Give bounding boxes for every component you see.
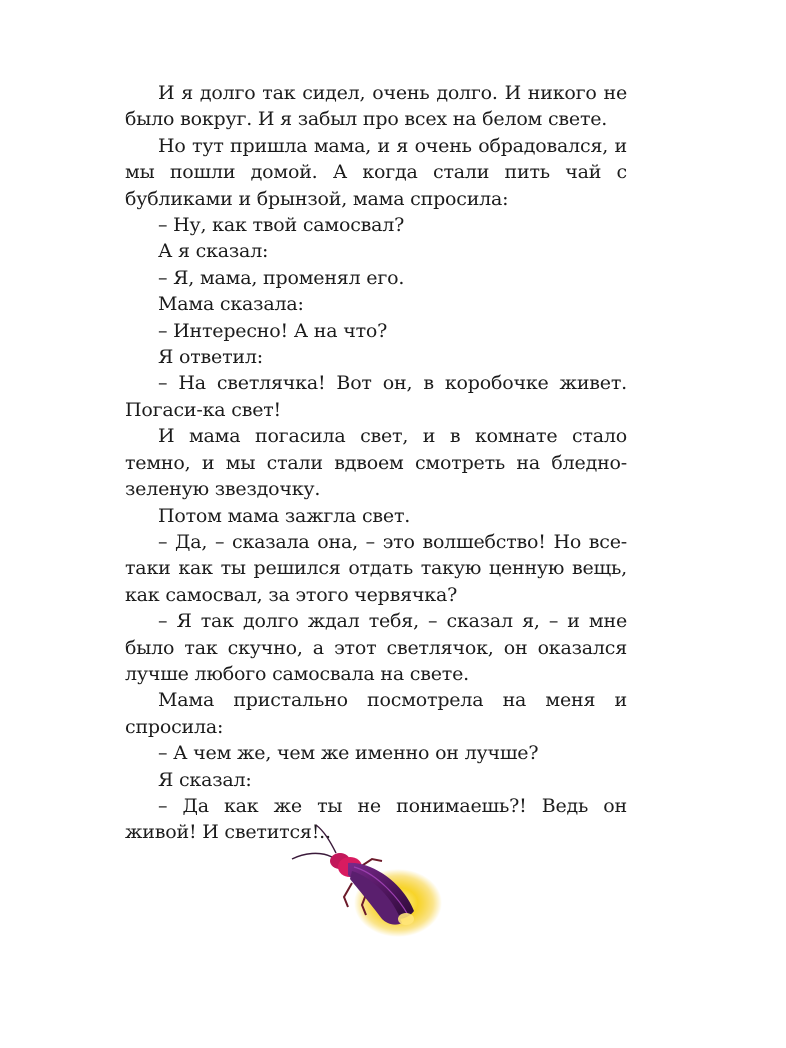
paragraph: Мама пристально посмотрела на меня и спросила: bbox=[125, 689, 627, 738]
dialogue-line: – Я, мама, променял его. bbox=[158, 266, 405, 289]
dialogue-line: – А чем же, чем же именно он лучше? bbox=[158, 742, 539, 765]
leg bbox=[344, 883, 352, 907]
paragraph: А я сказал: bbox=[158, 240, 269, 263]
dialogue-line: – Интересно! А на что? bbox=[158, 319, 388, 342]
antenna bbox=[316, 825, 336, 853]
paragraph: Потом мама зажгла свет. bbox=[158, 504, 411, 527]
story-text bbox=[125, 80, 627, 846]
dialogue-line: – Я так долго ждал тебя, – сказал я, – и мне было так скучно, а этот светлячок, он оказался лучше любого самосвала на свете. bbox=[125, 610, 627, 685]
paragraph: Но тут пришла мама, и я очень обрадовался, и мы пошли домой. А когда стали пить чай с бубликами и брынзой, мама спросила: bbox=[125, 134, 627, 210]
firefly-icon bbox=[290, 823, 450, 943]
paragraph: И мама погасила свет, и в комнате стало темно, и мы стали вдвоем смотреть на бледно-зеленую звездочку. bbox=[125, 425, 627, 501]
dialogue-line: – На светлячка! Вот он, в коробочке живет. Погаси-ка свет! bbox=[125, 372, 627, 421]
dialogue-line: – Да как же ты не понимаешь?! Ведь он живой! И светится!.. bbox=[125, 794, 627, 844]
paragraph: Я сказал: bbox=[158, 768, 252, 791]
paragraph: И я долго так сидел, очень долго. И никого не было вокруг. И я забыл про всех на белом свете. bbox=[125, 82, 627, 131]
paragraph: Я ответил: bbox=[158, 346, 263, 369]
dialogue-line: – Да, – сказала она, – это волшебство! Но все-таки как ты решился отдать такую ценную вещь, как самосвал, за этого червячка? bbox=[125, 530, 627, 606]
firefly-illustration bbox=[290, 823, 450, 943]
dialogue-line: – Ну, как твой самосвал? bbox=[158, 214, 405, 237]
paragraph: Мама сказала: bbox=[158, 293, 304, 316]
antenna bbox=[292, 853, 332, 859]
